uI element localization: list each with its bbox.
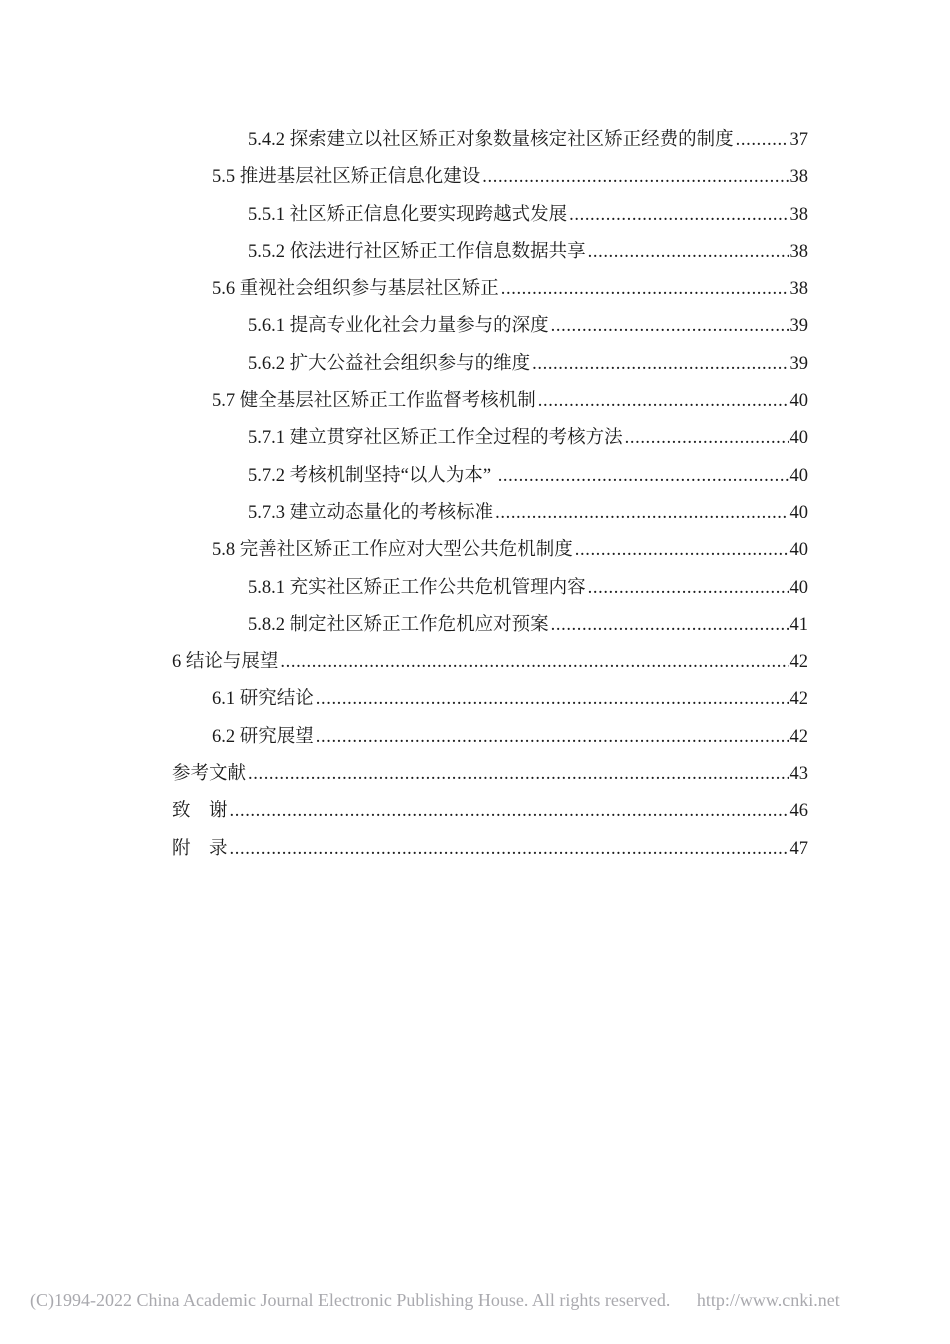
dot-leader [575, 532, 789, 569]
toc-entry [172, 793, 808, 830]
toc-entry-page-number: 41 [789, 614, 808, 635]
toc-entry-page-number: 40 [789, 540, 808, 561]
copyright-notice: (C)1994-2022 China Academic Journal Electronic Publishing House. All rights reserved. [30, 1290, 671, 1310]
toc-entry-page-number: 40 [789, 391, 808, 412]
toc-entry-label: 5.7.1 建立贯穿社区矫正工作全过程的考核方法 [248, 428, 623, 449]
toc-entry-label: 5.4.2 探索建立以社区矫正对象数量核定社区矫正经费的制度 [248, 130, 734, 150]
toc-entry-label: 5.6 重视社会组织参与基层社区矫正 [212, 279, 499, 300]
dot-leader [248, 756, 788, 793]
toc-entry [172, 532, 808, 569]
toc-entry-page-number: 39 [789, 353, 808, 374]
toc-entry-page-number: 40 [789, 577, 808, 598]
dot-leader [230, 793, 789, 830]
dot-leader [482, 159, 788, 196]
toc-entry-label: 5.8 完善社区矫正工作应对大型公共危机制度 [212, 540, 573, 561]
dot-leader [316, 681, 789, 718]
toc-entry-label: 5.6.1 提高专业化社会力量参与的深度 [248, 316, 549, 337]
toc-entry-label: 5.6.2 扩大公益社会组织参与的维度 [248, 353, 531, 374]
toc-entry [172, 644, 808, 681]
toc-entry-label: 5.7 健全基层社区矫正工作监督考核机制 [212, 391, 536, 412]
dot-leader [316, 719, 789, 756]
toc-entry [172, 346, 808, 383]
toc-entry-page-number: 38 [789, 241, 808, 262]
page-footer [30, 1288, 840, 1312]
toc-entry-page-number: 38 [789, 167, 808, 188]
toc-entry-page-number: 42 [789, 652, 808, 673]
dot-leader [538, 383, 789, 420]
toc-entry-label: 5.8.1 充实社区矫正工作公共危机管理内容 [248, 577, 586, 598]
toc-entry-label: 致 谢 [172, 801, 228, 822]
dot-leader [551, 308, 789, 345]
toc-entry-page-number: 42 [789, 689, 808, 710]
toc-entry [172, 234, 808, 271]
publisher-url: http://www.cnki.net [696, 1290, 840, 1310]
toc-entry-label: 6.1 研究结论 [212, 689, 314, 710]
toc-entry-label: 6 结论与展望 [172, 652, 279, 673]
toc-entry-page-number: 39 [789, 316, 808, 337]
dot-leader [588, 570, 789, 607]
toc-entry-page-number: 40 [789, 502, 808, 523]
toc-entry-label: 5.8.2 制定社区矫正工作危机应对预案 [248, 614, 549, 635]
toc-entry-label: 5.5.1 社区矫正信息化要实现跨越式发展 [248, 204, 568, 225]
toc-entry-page-number: 38 [789, 204, 808, 225]
toc-entry [172, 420, 808, 457]
toc-entry [172, 756, 808, 793]
toc-entry-label: 附 录 [172, 838, 228, 859]
toc-entry [172, 831, 808, 868]
toc-entry-label: 5.5.2 依法进行社区矫正工作信息数据共享 [248, 241, 586, 262]
toc-entry [172, 719, 808, 756]
dot-leader [569, 197, 788, 234]
dot-leader [280, 644, 788, 681]
toc-entry-label: 5.7.2 考核机制坚持“以人为本” [248, 465, 496, 486]
toc-entry [172, 159, 808, 196]
dot-leader [230, 831, 789, 868]
toc-entry [172, 458, 808, 495]
toc-entry [172, 495, 808, 532]
toc-entry-label: 5.7.3 建立动态量化的考核标准 [248, 502, 494, 523]
dot-leader [625, 420, 789, 457]
toc-entry-label: 参考文献 [172, 764, 247, 785]
toc-entry [172, 383, 808, 420]
dot-leader [532, 346, 788, 383]
dot-leader [498, 458, 789, 495]
toc-entry-page-number: 42 [789, 726, 808, 747]
dot-leader [551, 607, 789, 644]
toc-entry [172, 122, 808, 159]
table-of-contents [172, 122, 808, 868]
toc-entry [172, 681, 808, 718]
toc-entry-page-number: 38 [789, 279, 808, 300]
dot-leader [588, 234, 789, 271]
toc-entry-page-number: 37 [789, 130, 808, 150]
toc-entry [172, 197, 808, 234]
toc-entry-page-number: 40 [789, 465, 808, 486]
toc-entry [172, 271, 808, 308]
toc-entry-page-number: 43 [789, 764, 808, 785]
dot-leader [501, 271, 789, 308]
dot-leader [495, 495, 788, 532]
toc-entry-label: 5.5 推进基层社区矫正信息化建设 [212, 167, 481, 188]
toc-entry-page-number: 40 [789, 428, 808, 449]
toc-entry-page-number: 46 [789, 801, 808, 822]
toc-entry [172, 570, 808, 607]
toc-entry [172, 308, 808, 345]
toc-entry-page-number: 47 [789, 838, 808, 859]
dot-leader [736, 122, 789, 159]
toc-entry [172, 607, 808, 644]
toc-entry-label: 6.2 研究展望 [212, 726, 314, 747]
